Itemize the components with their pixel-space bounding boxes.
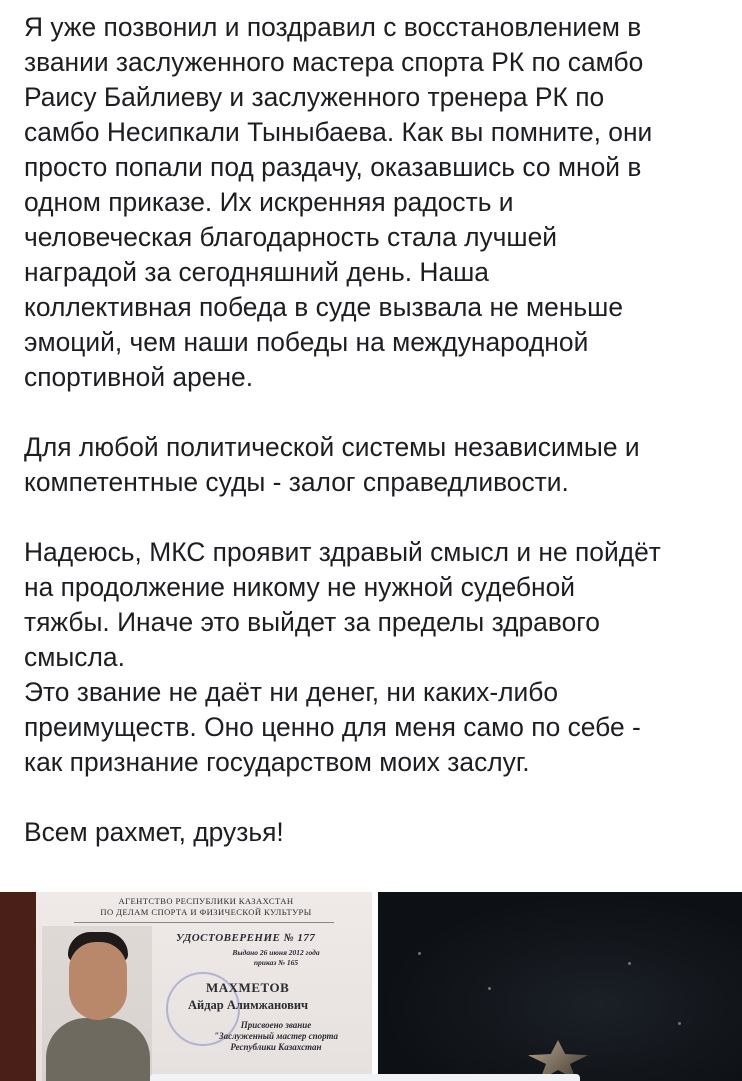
certificate-awarded-line-3: Республики Казахстан: [230, 1042, 322, 1052]
background-speck: [628, 962, 631, 965]
certificate-given-name: Айдар Алимжанович: [188, 998, 309, 1012]
certificate-agency-line-2: ПО ДЕЛАМ СПОРТА И ФИЗИЧЕСКОЙ КУЛЬТУРЫ: [100, 907, 312, 917]
certificate-agency: [36, 896, 372, 918]
comment-bar[interactable]: [150, 1074, 580, 1081]
paragraph-gap: [24, 500, 724, 535]
certificate-document: [36, 892, 372, 1081]
certificate-issued: [201, 948, 351, 968]
certificate-issued-date: Выдано 26 июня 2012 года: [232, 948, 320, 957]
certificate-surname: МАХМЕТОВ: [206, 980, 290, 995]
paragraph-gap: [24, 780, 724, 815]
paragraph-gap: [24, 395, 724, 430]
post-paragraph-1: Я уже позвонил и поздравил с восстановлением в звании заслуженного мастера спорта РК по самбо Раису Байлиеву и заслуженного тренера РК по самбо Несипкали Тыныбаева. Как вы помните, они просто попали под раздачу, оказавшись со мной в одном приказе. Их искренняя радость и человеческая благодарность стала лучшей наградой за сегодняшний день. Наша коллективная победа в суде вызвала не меньше эмоций, чем наши победы на международной спортивной арене.: [24, 12, 653, 392]
certificate-divider: [74, 922, 334, 923]
certificate-order-number: приказ № 165: [253, 958, 299, 967]
portrait-shirt: [46, 1018, 150, 1081]
certificate-awarded-line-1: Присвоено звание: [240, 1020, 312, 1030]
certificate-awarded: [186, 1020, 366, 1053]
certificate-title: УДОСТОВЕРЕНИЕ № 177: [176, 932, 316, 944]
certificate-photo[interactable]: [0, 892, 372, 1081]
post-body: [24, 10, 724, 850]
certificate-agency-line-1: АГЕНТСТВО РЕСПУБЛИКИ КАЗАХСТАН: [118, 896, 294, 906]
background-speck: [678, 1022, 681, 1025]
post-paragraph-3: Надеюсь, МКС проявит здравый смысл и не пойдёт на продолжение никому не нужной судебной тяжбы. Иначе это выйдет за пределы здравого смысла. Это звание не даёт ни денег, ни каких-либо преимуществ. Оно ценно для меня само по себе - как признание государством моих заслуг.: [24, 537, 661, 777]
background-speck: [418, 952, 421, 955]
post-photos: [0, 892, 742, 1081]
medal-photo[interactable]: [378, 892, 742, 1081]
certificate-portrait: [42, 926, 152, 1081]
portrait-face: [69, 942, 127, 1020]
post-paragraph-4: Всем рахмет, друзья!: [24, 817, 284, 847]
background-speck: [488, 987, 491, 990]
post-paragraph-2: Для любой политической системы независимые и компетентные суды - залог справедливости.: [24, 432, 640, 497]
certificate-awarded-line-2: "Заслуженный мастер спорта: [214, 1031, 338, 1041]
